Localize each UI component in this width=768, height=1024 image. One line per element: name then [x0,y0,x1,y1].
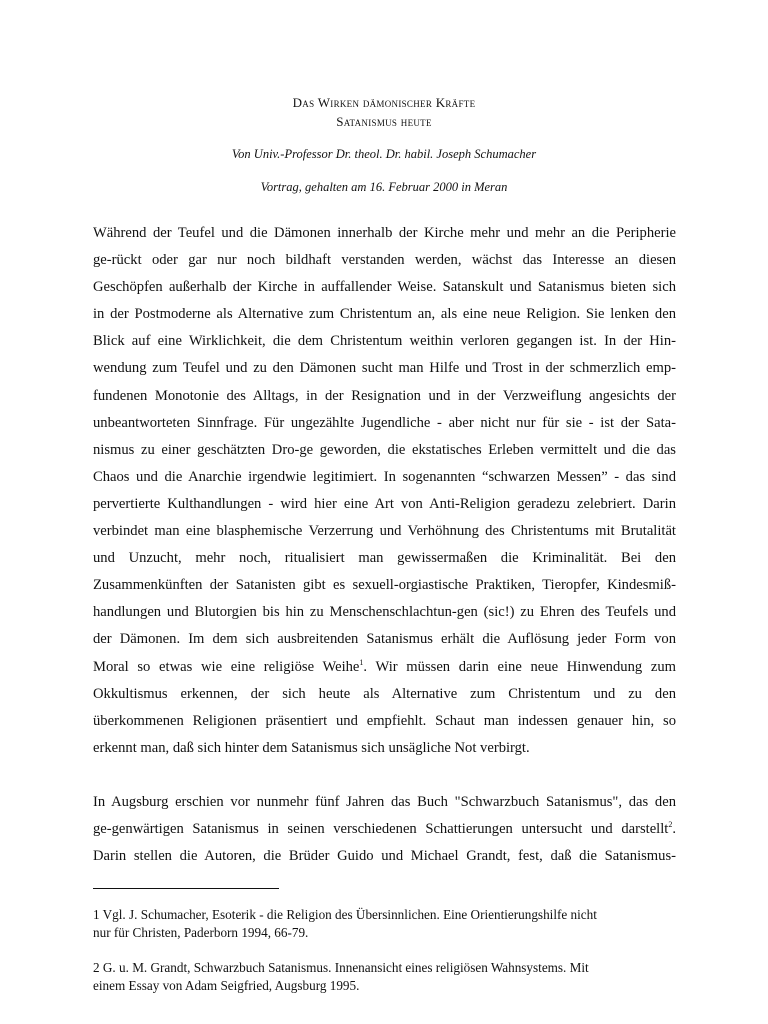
text-line: Chaos und die Anarchie irgendwie legitimiert. In sogenannten “schwarzen Messen” - das sind [93,468,676,485]
text-segment: ge-genwärtigen Satanismus in seinen verschiedenen Schattierungen untersucht und darstellt [93,821,669,838]
text-line: fundenen Monotonie des Alltags, in der Resignation und in der Verzweiflung angesichts der [93,387,676,404]
text-line: wendung zum Teufel und zu den Dämonen sucht man Hilfe und Trost in der schmerzlich emp- [93,360,676,377]
footnote-line: einem Essay von Adam Seigfried, Augsburg 1995. [93,978,360,993]
document-subtitle: Satanismus heute [336,114,432,129]
title-block [0,93,768,131]
footnote-2 [93,959,676,995]
text-segment: Moral so etwas wie eine religiöse Weihe [93,658,360,675]
text-line: und Unzucht, mehr noch, ritualisiert man gewissermaßen die Kriminalität. Bei den [93,550,676,567]
text-line: der Dämonen. Im dem sich ausbreitenden Satanismus erhält die Auflösung jeder Form von [93,631,676,648]
text-line: verbindet man eine blasphemische Verzerrung und Verhöhnung des Christentums mit Brutalität [93,523,676,540]
text-line: Blick auf eine Wirklichkeit, die dem Christentum weithin verloren gegangen ist. In der Hin- [93,333,676,350]
author-line: Von Univ.-Professor Dr. theol. Dr. habil. Joseph Schumacher [231,147,537,161]
footnote-1 [93,906,676,942]
text-line: pervertierte Kulthandlungen - wird hier eine Art von Anti-Religion geradezu zelebriert. Darin [93,495,676,512]
text-line: Während der Teufel und die Dämonen innerhalb der Kirche mehr und mehr an die Peripherie [93,225,676,241]
footnote-divider [93,888,279,889]
footnote-line: nur für Christen, Paderborn 1994, 66-79. [93,925,309,940]
paragraph-1 [93,220,676,762]
text-line: unbeantworteten Sinnfrage. Für ungezählte Jugendliche - aber nicht nur für sie - ist der Sata- [93,414,676,431]
footnote-ref-2[interactable]: 2 [668,820,673,830]
text-line: ge-rückt oder gar nur noch bildhaft verstanden werden, wächst das Interesse an diesen [93,252,676,269]
document-title: Das Wirken dämonischer Kräfte [292,95,476,110]
text-line: Okkultismus erkennen, der sich heute als Alternative zum Christentum und zu den [93,685,676,702]
text-line: überkommenen Religionen präsentiert und empfiehlt. Schaut man indessen genauer hin, so [93,712,676,729]
text-segment: . [672,821,676,838]
text-line: in der Postmoderne als Alternative zum Christentum an, als eine neue Religion. Sie lenken den [93,306,676,323]
text-line [93,816,676,843]
text-line: erkennt man, daß sich hinter dem Satanismus sich unsägliche Not verbirgt. [93,739,530,756]
text-line: handlungen und Blutorgien bis hin zu Menschenschlachtun-gen (sic!) zu Ehren des Teufels und [93,604,676,621]
talk-info-line: Vortrag, gehalten am 16. Februar 2000 in Meran [260,180,508,194]
text-line: nismus zu einer geschätzten Dro-ge geworden, die ekstatisches Erleben vermittelt und die das [93,441,676,458]
text-segment: . Wir müssen darin eine neue Hinwendung zum [363,658,676,675]
footnote-ref-1[interactable]: 1 [359,657,364,667]
text-line [93,654,676,681]
text-line: Geschöpfen außerhalb der Kirche in auffallender Weise. Satanskult und Satanismus bieten sich [93,279,676,296]
footnote-line: 2 G. u. M. Grandt, Schwarzbuch Satanismus. Innenansicht eines religiösen Wahnsystems. Mit [93,960,589,975]
text-line: Zusammenkünften der Satanisten gibt es sexuell-orgiastische Praktiken, Tieropfer, Kindesmiß- [93,577,676,594]
paragraph-2 [93,789,676,870]
text-line: In Augsburg erschien vor nunmehr fünf Jahren das Buch "Schwarzbuch Satanismus", das den [93,794,676,810]
text-line: Darin stellen die Autoren, die Brüder Guido und Michael Grandt, fest, daß die Satanismus- [93,848,676,865]
footnote-line: 1 Vgl. J. Schumacher, Esoterik - die Religion des Übersinnlichen. Eine Orientierungshilfe nicht [93,907,597,922]
